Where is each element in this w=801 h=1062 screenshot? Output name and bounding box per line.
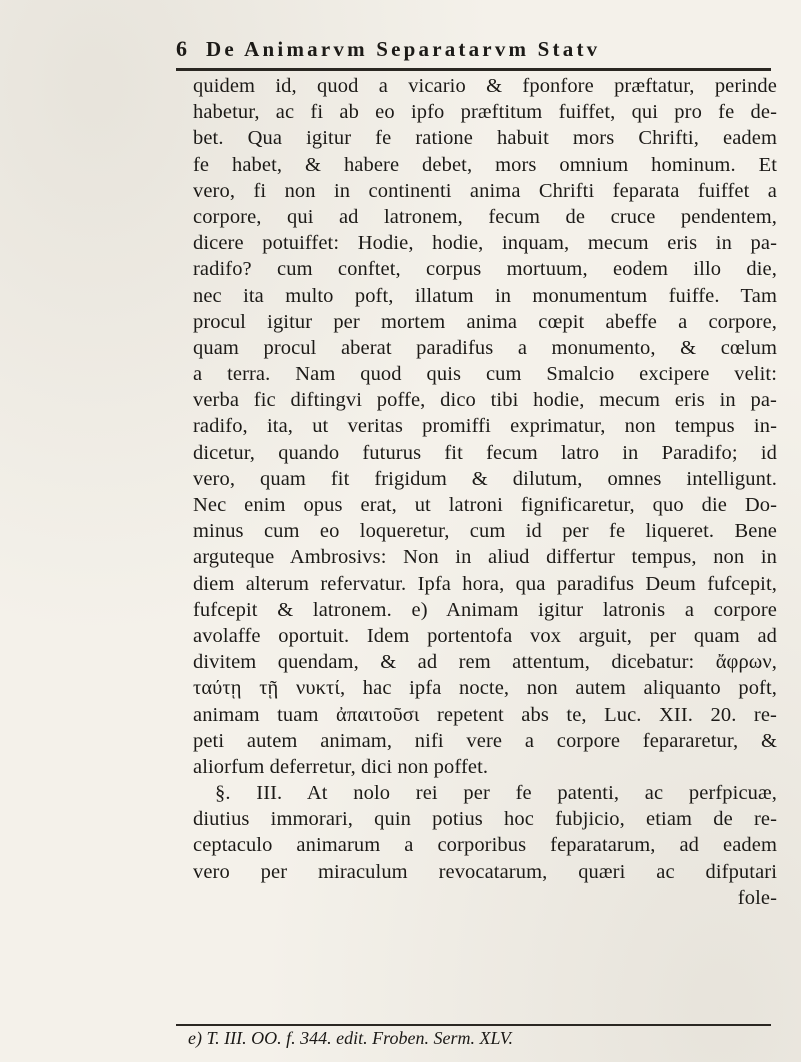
text-line: peti autem animam, nifi vere a corpore fepararetur, &	[193, 729, 777, 752]
text-line: minus cum eo loqueretur, cum id per fe liqueret. Bene	[193, 520, 777, 543]
text-line: diem alterum refervatur. Ipfa hora, qua paradifus Deum fufcepit,	[193, 572, 777, 595]
text-line: fe habet, & habere debet, mors omnium hominum. Et	[193, 153, 777, 176]
header-rule	[176, 68, 771, 71]
text-line: fufcepit & latronem. e) Animam igitur latronis a corpore	[193, 598, 777, 621]
text-line: quidem id, quod a vicario & fponfore præftatur, perinde	[193, 75, 777, 97]
running-title: De Animarvm Separatarvm Statv	[206, 37, 601, 61]
text-line: vero per miraculum revocatarum, quæri ac difputari	[193, 860, 777, 883]
text-line: dicere potuiffet: Hodie, hodie, inquam, mecum eris in pa-	[193, 232, 777, 255]
footnote-rule	[176, 1024, 771, 1026]
text-line: a terra. Nam quod quis cum Smalcio excipere velit:	[193, 363, 777, 386]
text-line: dicetur, quando futurus fit fecum latro in Paradifo; id	[193, 441, 777, 464]
text-line: verba fic diftingvi poffe, dico tibi hodie, mecum eris in pa-	[193, 389, 777, 412]
text-line: radifo? cum conftet, corpus mortuum, eodem illo die,	[193, 258, 777, 281]
page-number: 6	[176, 36, 187, 61]
text-line: §. III. At nolo rei per fe patenti, ac perfpicuæ,	[215, 782, 777, 805]
text-line: vero, quam fit frigidum & dilutum, omnes intelligunt.	[193, 467, 777, 490]
page-header	[176, 36, 776, 72]
text-line: avolaffe oportuit. Idem portentofa vox arguit, per quam ad	[193, 624, 777, 647]
text-line: bet. Qua igitur fe ratione habuit mors Chrifti, eadem	[193, 127, 777, 150]
text-line: aliorfum deferretur, dici non poffet.	[193, 755, 489, 778]
text-line: nec ita multo poft, illatum in monumentum fuiffe. Tam	[193, 284, 777, 307]
text-line: divitem quendam, & ad rem attentum, dicebatur: ἄφρων,	[193, 651, 777, 674]
text-line: arguteque Ambrosivs: Non in aliud differtur tempus, non in	[193, 546, 777, 569]
catchword: fole-	[737, 886, 777, 909]
text-line: ταύτῃ τῇ νυκτί, hac ipfa nocte, non autem aliquanto poft,	[193, 677, 777, 700]
text-line: corpore, qui ad latronem, fecum de cruce pendentem,	[193, 205, 777, 228]
footnote: e) T. III. OO. f. 344. edit. Froben. Serm. XLV.	[188, 1028, 513, 1048]
text-line: diutius immorari, quin potius hoc fubjicio, etiam de re-	[193, 808, 777, 831]
text-line: procul igitur per mortem anima cœpit abeffe a corpore,	[193, 310, 777, 333]
text-line: radifo, ita, ut veritas promiffi exprimatur, non tempus in-	[193, 415, 777, 438]
text-line: quam procul aberat paradifus a monumento, & cœlum	[193, 336, 777, 359]
text-line: vero, fi non in continenti anima Chrifti feparata fuiffet a	[193, 179, 777, 202]
text-line: Nec enim opus erat, ut latroni fignificaretur, quo die Do-	[193, 494, 777, 516]
text-line: habetur, ac fi ab eo ipfo præftitum fuiffet, qui pro fe de-	[193, 101, 777, 124]
text-line: ceptaculo animarum a corporibus feparatarum, ad eadem	[193, 834, 777, 857]
body-text	[193, 73, 777, 911]
text-line: animam tuam ἀπαιτοῦσι repetent abs te, Luc. XII. 20. re-	[193, 703, 777, 726]
